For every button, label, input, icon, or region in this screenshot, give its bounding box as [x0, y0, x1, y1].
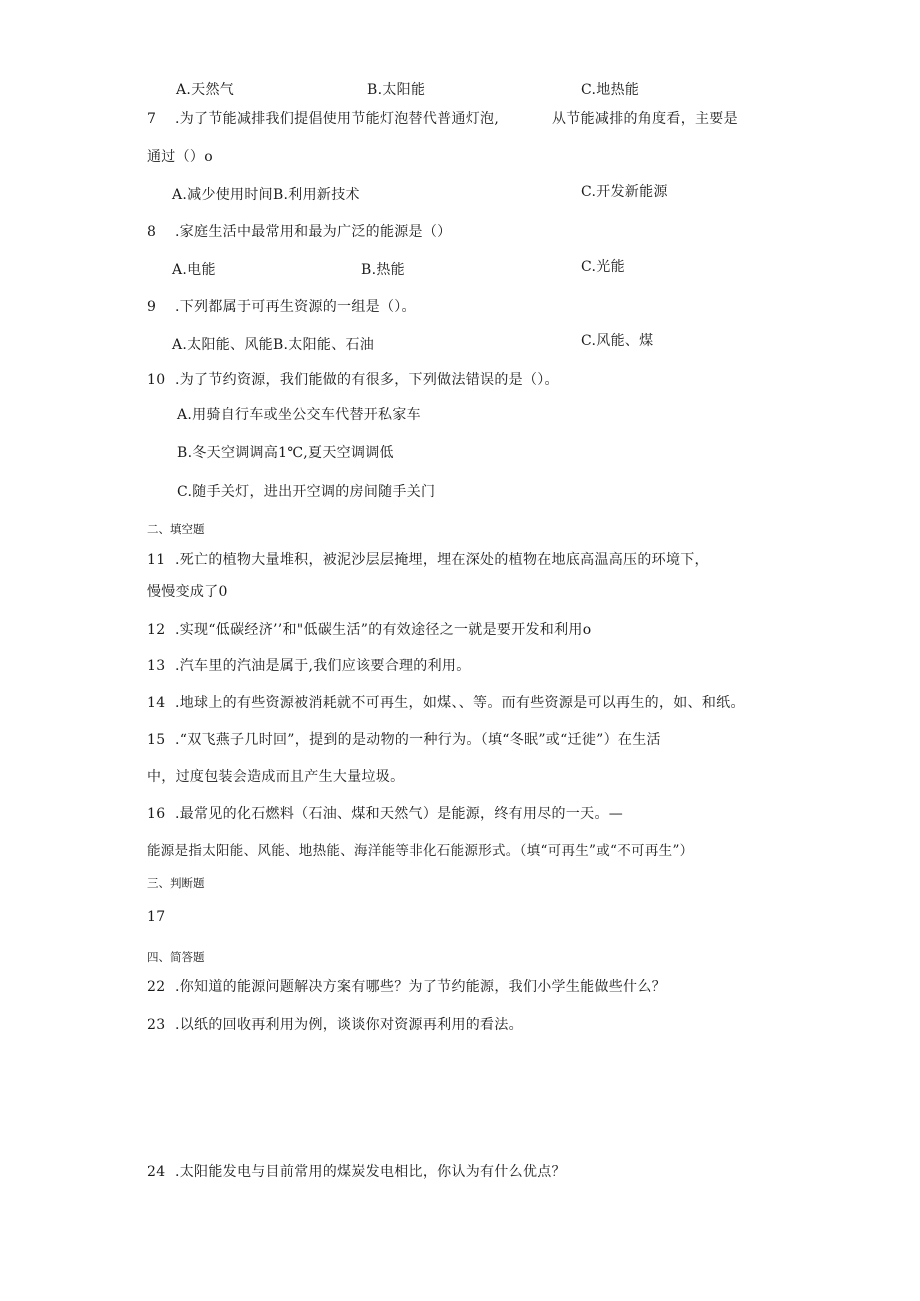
q7-stem-line1 — [147, 110, 499, 128]
section-heading-short-answer: 四、简答题 — [147, 950, 205, 964]
q11-text-part1: .死亡的植物大量堆积，被泥沙层层掩埋，埋在深处的植物在地底高温高压的环境下， — [175, 552, 709, 568]
q8-option-c: C.光能 — [581, 259, 625, 275]
q9-stem — [147, 298, 416, 316]
q7-number: 7 — [147, 111, 157, 127]
q11-text-part2: 慢慢变成了0 — [147, 584, 228, 600]
q14-stem — [147, 694, 745, 712]
q24-number: 24 — [147, 1164, 166, 1180]
q22-text: .你知道的能源问题解决方案有哪些？为了节约能源，我们小学生能做些什么？ — [175, 979, 666, 995]
q9-number: 9 — [147, 299, 157, 315]
q15-stem-line1 — [147, 731, 661, 749]
q6-option-a: A.天然气 — [176, 82, 235, 98]
q8-number: 8 — [147, 224, 157, 240]
q23-stem — [147, 1016, 523, 1034]
q15-number: 15 — [147, 732, 166, 748]
q17-number: 17 — [147, 909, 166, 925]
q11-number: 11 — [147, 552, 166, 568]
q7-text-part3: 通过（）o — [147, 149, 213, 165]
q16-number: 16 — [147, 806, 166, 822]
q8-text: .家庭生活中最常用和最为广泛的能源是（） — [175, 224, 452, 240]
q8-option-a: A.电能 — [172, 262, 216, 278]
q7-text-part1: .为了节能减排我们提倡使用节能灯泡替代普通灯泡, — [175, 111, 500, 127]
q24-text: .太阳能发电与目前常用的煤炭发电相比，你认为有什么优点？ — [175, 1164, 566, 1180]
q7-option-ab: A.减少使用时间B.利用新技术 — [172, 187, 360, 203]
q8-option-b: B.热能 — [361, 262, 405, 278]
q10-option-c: C.随手关灯，进出开空调的房间随手关门 — [177, 484, 436, 500]
q16-text-part2: 能源是指太阳能、风能、地热能、海洋能等非化石能源形式。（填“可再生”或“不可再生”） — [147, 843, 694, 859]
section-heading-true-false: 三、判断题 — [147, 876, 205, 890]
section-heading-fill-in: 二、填空题 — [147, 522, 205, 536]
q10-number: 10 — [147, 372, 166, 388]
q12-text: .实现“低碳经济’’和"低碳生活”的有效途径之一就是要开发和利用o — [175, 622, 592, 638]
q9-text: .下列都属于可再生资源的一组是（）。 — [175, 299, 416, 315]
q14-text: .地球上的有些资源被消耗就不可再生，如煤、、等。而有些资源是可以再生的，如、和纸。 — [175, 695, 745, 711]
q6-option-c: C.地热能 — [581, 82, 640, 98]
q13-stem — [147, 657, 471, 675]
q10-option-b: B.冬天空调调高1℃,夏天空调调低 — [177, 445, 394, 461]
q7-option-c: C.开发新能源 — [581, 184, 668, 200]
q10-option-a: A.用骑自行车或坐公交车代替开私家车 — [177, 407, 421, 423]
q12-number: 12 — [147, 622, 166, 638]
q23-text: .以纸的回收再利用为例，谈谈你对资源再利用的看法。 — [175, 1017, 523, 1033]
q16-text-part1: .最常见的化石燃料（石油、煤和天然气）是能源，终有用尽的一天。— — [175, 806, 624, 822]
q15-text-part2: 中，过度包装会造成而且产生大量垃圾。 — [147, 769, 405, 785]
q24-stem — [147, 1163, 566, 1181]
q9-option-ab: A.太阳能、风能B.太阳能、石油 — [172, 337, 375, 353]
q14-number: 14 — [147, 695, 166, 711]
q11-stem-line1 — [147, 551, 709, 569]
q13-number: 13 — [147, 658, 166, 674]
q22-number: 22 — [147, 979, 166, 995]
q6-option-b: B.太阳能 — [367, 82, 426, 98]
q16-stem-line1 — [147, 805, 623, 823]
q10-stem — [147, 371, 559, 389]
q10-text: .为了节约资源，我们能做的有很多，下列做法错误的是（）。 — [175, 372, 559, 388]
q12-stem — [147, 621, 591, 639]
q7-text-part2: 从节能减排的角度看，主要是 — [552, 111, 738, 127]
q15-text-part1: .“双飞燕子几时回”，提到的是动物的一种行为。（填“冬眠”或“迁徙”）在生活 — [175, 732, 661, 748]
q22-stem — [147, 978, 666, 996]
q9-option-c: C.风能、煤 — [581, 333, 654, 349]
q8-stem — [147, 223, 451, 241]
q23-number: 23 — [147, 1017, 166, 1033]
q13-text: .汽车里的汽油是属于,我们应该要合理的利用。 — [175, 658, 471, 674]
